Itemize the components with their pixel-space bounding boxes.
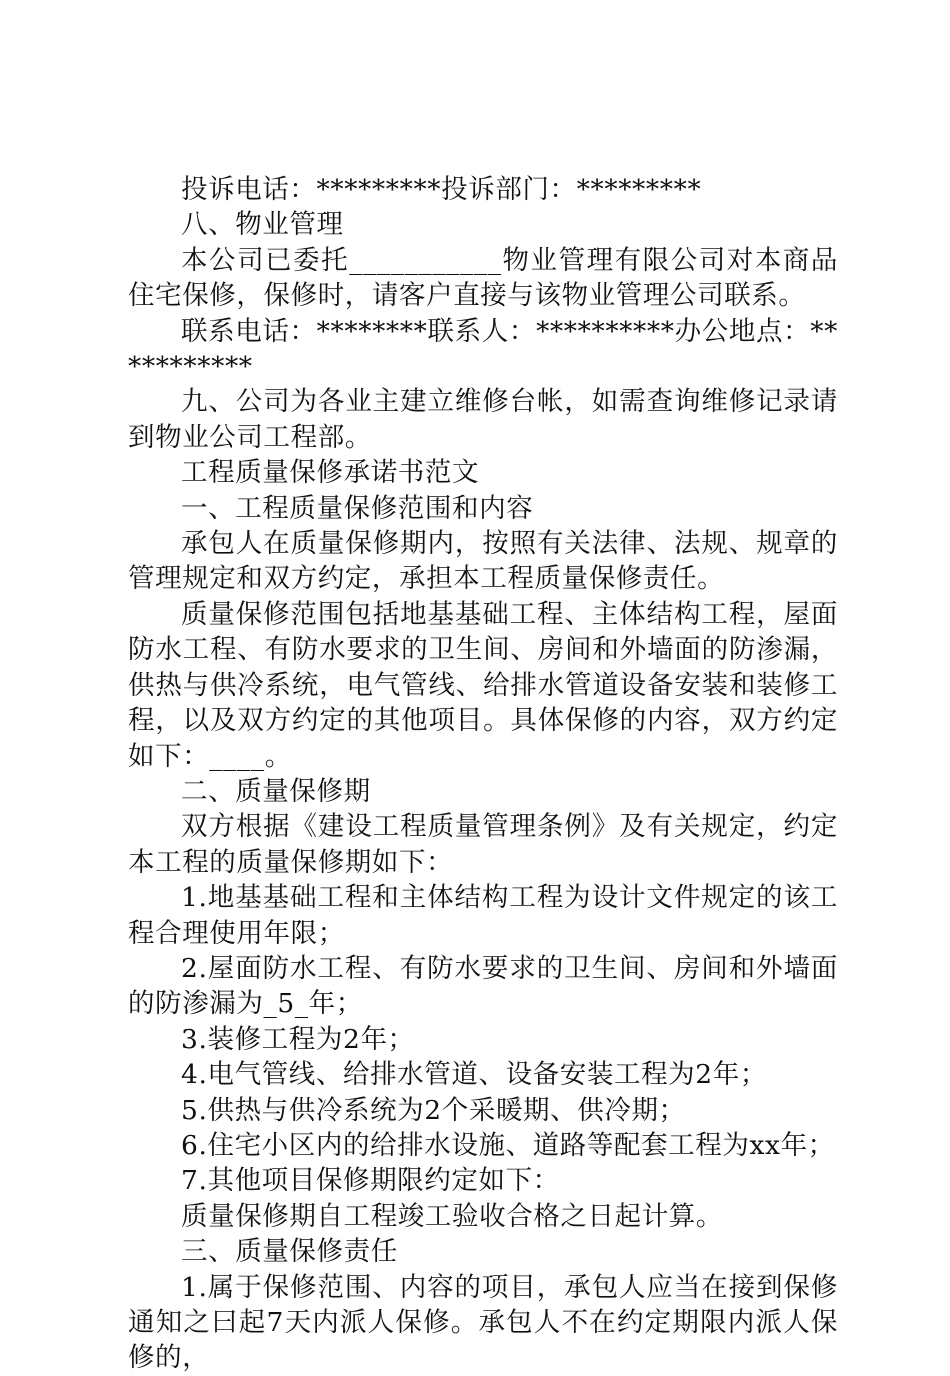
paragraph-contact-info: 联系电话：********联系人：**********办公地点：*********** xyxy=(128,315,838,383)
list-item-community: 6.住宅小区内的给排水设施、道路等配套工程为xx年； xyxy=(181,1129,835,1161)
paragraph-scope-detail: 质量保修范围包括地基基础工程、主体结构工程，屋面防水工程、有防水要求的卫生间、房间和外墙面的防渗漏，供热与供冷系统，电气管线、给排水管道设备安装和装修工程，以及双方约定的其他项目。具体保修的内容，双方约定如下：____。 xyxy=(128,598,838,772)
paragraph-contractor-duty: 承包人在质量保修期内，按照有关法律、法规、规章的管理规定和双方约定，承担本工程质量保修责任。 xyxy=(128,528,838,595)
list-item-electrical: 4.电气管线、给排水管道、设备安装工程为2年； xyxy=(181,1059,767,1091)
section-heading-property-management: 八、物业管理 xyxy=(181,209,344,241)
list-item-decoration: 3.装修工程为2年； xyxy=(181,1023,415,1055)
paragraph-complaint-phone: 投诉电话：*********投诉部门：********* xyxy=(181,174,702,205)
paragraph-regulation: 双方根据《建设工程质量管理条例》及有关规定，约定本工程的质量保修期如下： xyxy=(128,811,838,878)
document-subtitle: 工程质量保修承诺书范文 xyxy=(181,457,480,489)
paragraph-repair-ledger: 九、公司为各业主建立维修台帐，如需查询维修记录请到物业公司工程部。 xyxy=(128,386,838,453)
section-heading-responsibility: 三、质量保修责任 xyxy=(181,1236,398,1268)
list-item-other: 7.其他项目保修期限约定如下： xyxy=(181,1165,560,1197)
list-item-foundation: 1.地基基础工程和主体结构工程为设计文件规定的该工程合理使用年限； xyxy=(128,882,838,949)
document-body xyxy=(128,172,838,1376)
section-heading-warranty-period: 二、质量保修期 xyxy=(181,775,371,807)
paragraph-period-start: 质量保修期自工程竣工验收合格之日起计算。 xyxy=(181,1200,723,1232)
list-item-response-time: 1.属于保修范围、内容的项目，承包人应当在接到保修通知之曰起7天内派人保修。承包人不在约定期限内派人保修的， xyxy=(128,1271,838,1374)
list-item-waterproof: 2.屋面防水工程、有防水要求的卫生间、房间和外墙面的防渗漏为_5_年； xyxy=(128,952,838,1020)
paragraph-property-entrust: 本公司已委托___________物业管理有限公司对本商品住宅保修，保修时，请客户直接与该物业管理公司联系。 xyxy=(128,244,838,312)
section-heading-scope: 一、工程质量保修范围和内容 xyxy=(181,492,534,524)
list-item-heating: 5.供热与供冷系统为2个采暖期、供冷期； xyxy=(181,1094,686,1126)
